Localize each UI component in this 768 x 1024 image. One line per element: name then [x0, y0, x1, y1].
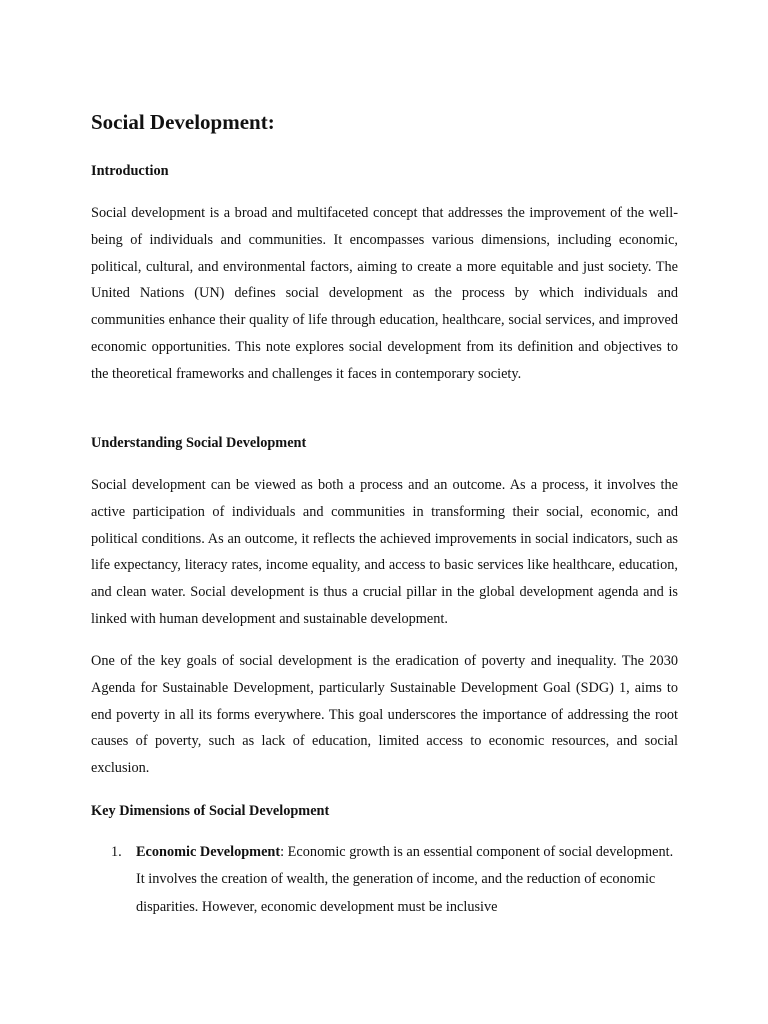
paragraph-understanding-1: Social development can be viewed as both a process and an outcome. As a process, it involves the active participation of individuals and communities in transforming their social, economic, and political conditions. As an outcome, it reflects the achieved improvements in social indicators, such as life expectancy, literacy rates, income equality, and access to basic services like healthcare, education, and clean water. Social development is thus a crucial pillar in the global development agenda and is linked with human development and sustainable development.: [91, 477, 678, 627]
section-heading-key-dimensions: Key Dimensions of Social Development: [91, 803, 330, 819]
list-item-text: : Economic growth is an essential component of social development. It involves the creation of wealth, the generation of income, and the reduction of economic disparities. However, economic development must be inclusive: [136, 844, 674, 915]
list-item-number: 1.: [111, 844, 122, 860]
paragraph-introduction: Social development is a broad and multifaceted concept that addresses the improvement of the well-being of individuals and communities. It encompasses various dimensions, including economic, political, cultural, and environmental factors, aiming to create a more equitable and just society. The United Nations (UN) defines social development as the process by which individuals and communities enhance their quality of life through education, healthcare, social services, and improved economic opportunities. This note explores social development from its definition and objectives to the theoretical frameworks and challenges it faces in contemporary society.: [91, 205, 678, 382]
section-heading-understanding: Understanding Social Development: [91, 435, 307, 451]
section-heading-introduction: Introduction: [91, 163, 169, 179]
list-item: [91, 839, 678, 921]
document-title: Social Development:: [91, 110, 275, 134]
key-dimensions-list: [91, 839, 678, 921]
list-item-title: Economic Development: [136, 844, 281, 860]
paragraph-understanding-2: One of the key goals of social development is the eradication of poverty and inequality. The 2030 Agenda for Sustainable Development, particularly Sustainable Development Goal (SDG) 1, aims to end poverty in all its forms everywhere. This goal underscores the importance of addressing the root causes of poverty, such as lack of education, limited access to economic resources, and social exclusion.: [91, 653, 678, 777]
